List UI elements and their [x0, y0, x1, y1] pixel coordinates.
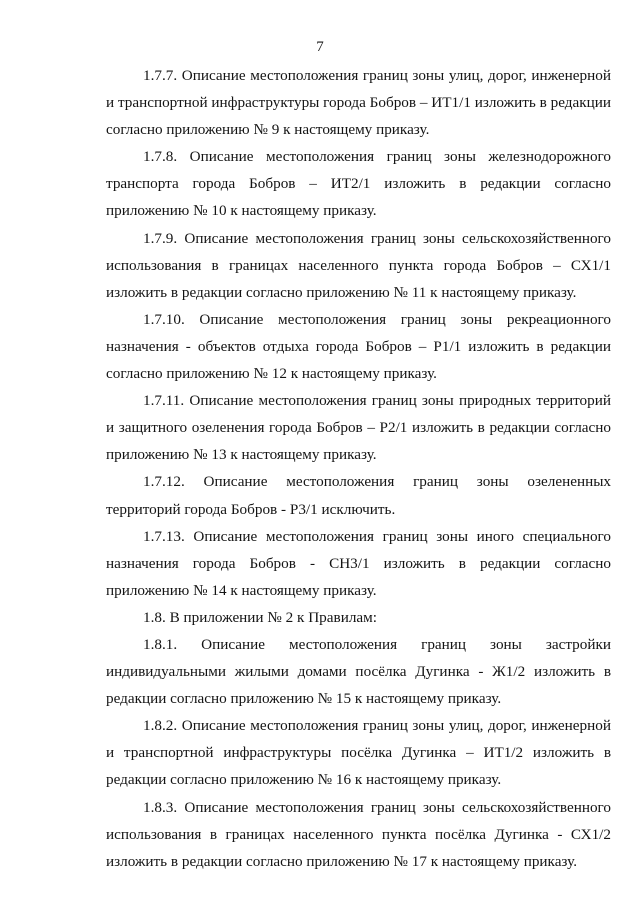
- paragraph-1-8-2: 1.8.2. Описание местоположения границ зоны улиц, дорог, инженерной и транспортной инфраструктуры посёлка Дугинка – ИТ1/2 изложить в редакции согласно приложению № 16 к настоящему приказу.: [106, 717, 611, 789]
- paragraph-1-7-10: 1.7.10. Описание местоположения границ зоны рекреационного назначения - объектов отдыха города Бобров – Р1/1 изложить в редакции согласно приложению № 12 к настоящему приказу.: [106, 310, 611, 383]
- paragraph-1-7-12: 1.7.12. Описание местоположения границ зоны озелененных территорий города Бобров - Р3/1 исключить.: [106, 473, 611, 518]
- paragraph-1-7-7: 1.7.7. Описание местоположения границ зоны улиц, дорог, инженерной и транспортной инфраструктуры города Бобров – ИТ1/1 изложить в редакции согласно приложению № 9 к настоящему приказу.: [106, 67, 611, 139]
- paragraph-1-8: 1.8. В приложении № 2 к Правилам:: [143, 608, 377, 626]
- paragraph-1-7-9: 1.7.9. Описание местоположения границ зоны сельскохозяйственного использования в границах населенного пункта города Бобров – СХ1/1 изложить в редакции согласно приложению № 11 к настоящему приказу.: [106, 229, 611, 301]
- paragraph-1-8-1: 1.8.1. Описание местоположения границ зоны застройки индивидуальными жилыми домами посёлка Дугинка - Ж1/2 изложить в редакции согласно приложению № 15 к настоящему приказу.: [106, 635, 611, 708]
- paragraph-1-7-11: 1.7.11. Описание местоположения границ зоны природных территорий и защитного озеленения города Бобров – Р2/1 изложить в редакции согласно приложению № 13 к настоящему приказу.: [106, 392, 611, 464]
- page-number: 7: [316, 39, 324, 55]
- paragraph-1-7-8: 1.7.8. Описание местоположения границ зоны железнодорожного транспорта города Бобров – ИТ2/1 изложить в редакции согласно приложению № 10 к настоящему приказу.: [106, 148, 611, 220]
- paragraph-1-7-13: 1.7.13. Описание местоположения границ зоны иного специального назначения города Бобров - СН3/1 изложить в редакции согласно приложению № 14 к настоящему приказу.: [106, 527, 611, 599]
- document-body: [106, 62, 611, 875]
- paragraph-1-8-3: 1.8.3. Описание местоположения границ зоны сельскохозяйственного использования в границах населенного пункта посёлка Дугинка - СХ1/2 изложить в редакции согласно приложению № 17 к настоящему приказу.: [106, 798, 611, 870]
